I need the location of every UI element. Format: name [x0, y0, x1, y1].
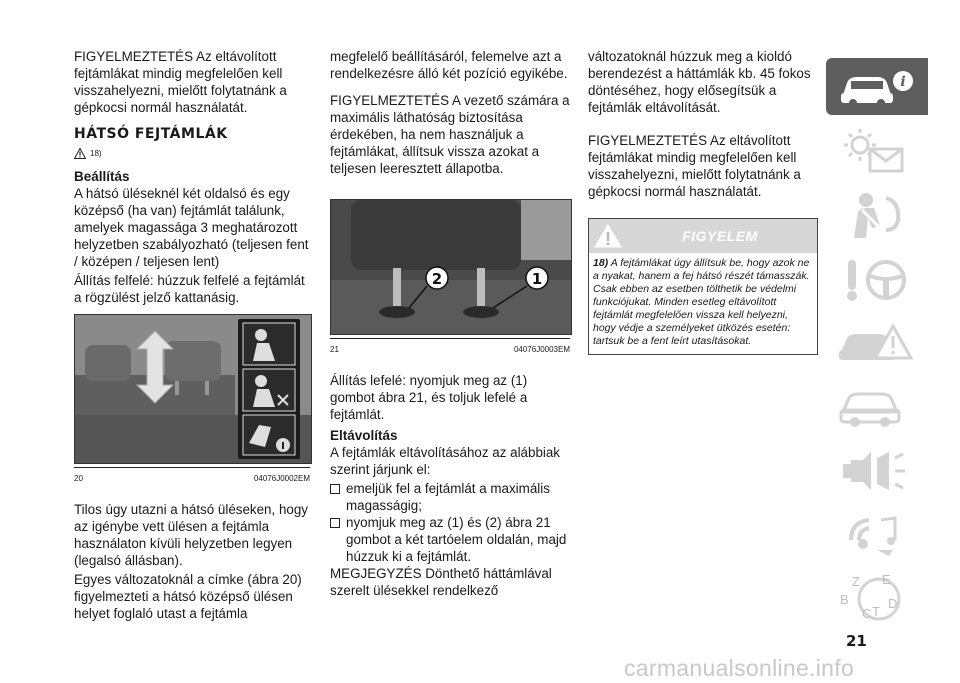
tab-multimedia[interactable] — [826, 506, 928, 563]
paragraph: Állítás felfelé: húzzuk felfelé a fejtámlát a rögzülést jelző kattanásig. — [74, 273, 305, 305]
section-heading: HÁTSÓ FEJTÁMLÁK — [74, 126, 228, 142]
tab-starting-driving[interactable] — [826, 250, 928, 307]
rear-seat-headrest-illustration — [75, 315, 311, 463]
list-item-text: nyomjuk meg az (1) és (2) ábra 21 gombot a két tartóelem oldalán, majd húzzuk ki a fejtámlát. — [346, 515, 567, 564]
column-3 — [588, 48, 820, 355]
callout-2: 2 — [431, 270, 443, 288]
warning-triangle-icon — [74, 148, 86, 159]
figure-code: 04076J0003EM — [513, 345, 570, 354]
tab-emergency[interactable] — [826, 314, 928, 371]
subheading-removal: Eltávolítás — [330, 428, 398, 443]
tab-index[interactable] — [826, 570, 928, 627]
technical-data-icon — [837, 446, 917, 496]
warning-number: 18) — [593, 257, 609, 269]
multimedia-icon — [837, 510, 917, 560]
emergency-icon — [837, 318, 917, 368]
tab-safety[interactable] — [826, 186, 928, 243]
callout-1: 1 — [531, 270, 543, 288]
list-item — [330, 480, 570, 514]
warning-paragraph: FIGYELMEZTETÉS A vezető számára a maximális láthatóság biztosítása érdekében, ha nem használjuk a fejtámlákat, állítsuk vissza azokat a teljesen leeresztett állapotba. — [330, 93, 570, 176]
paragraph: Egyes változatoknál a címke (ábra 20) figyelmezteti a hátsó középső ülésen helyet foglaló utast a fejtámla — [74, 572, 302, 621]
figure-number: 21 — [330, 345, 339, 354]
paragraph: A hátsó üléseknél két oldalsó és egy középső (ha van) fejtámlát találunk, amelyek magassága 3 meghatározott helyzetben szabályozható (teljesen fent / középen / teljesen lent) — [74, 186, 309, 269]
index-letter: C — [862, 606, 872, 621]
subheading-adjustment: Beállítás — [74, 169, 130, 184]
warning-lights-icon — [842, 127, 912, 175]
note-paragraph: MEGJEGYZÉS Dönthető háttámlával szerelt ülésekkel rendelkező — [330, 566, 552, 598]
column-1 — [74, 48, 310, 632]
chapter-tab-sidebar — [826, 58, 928, 634]
figure-number: 20 — [74, 474, 83, 483]
list-item — [330, 514, 570, 565]
paragraph: Tilos úgy utazni a hátsó üléseken, hogy az igénybe vett ülésen a fejtámla használaton kívüli helyzetben legyen (legalsó állásban). — [74, 502, 308, 568]
headrest-release-buttons-photo — [331, 200, 571, 334]
figure-20-caption — [74, 467, 310, 487]
checkbox-bullet-icon — [330, 484, 340, 494]
warning-box-body — [589, 253, 817, 354]
warning-reference-number: 18) — [90, 149, 102, 158]
tab-warning-lights[interactable] — [826, 122, 928, 179]
index-letter: E — [882, 572, 891, 587]
warning-text: A fejtámlákat úgy állítsuk be, hogy azok ne a nyakat, hanem a fej hátsó részét támasszák. Csak ebben az esetben tölthetik be védelmi funkciójukat. Minden esetleg eltávolított fejtámlát megfelelően vissza kell helyezni, hogy védje a személyeket ütközés esetén: tartsuk be a fent leírt utasításokat. — [593, 257, 810, 347]
list-item-text: emeljük fel a fejtámlát a maximális magasságig; — [346, 481, 550, 513]
warning-triangle-icon — [593, 223, 623, 249]
figure-code: 04076J0002EM — [253, 474, 310, 483]
tab-car-info[interactable] — [826, 58, 928, 115]
tab-maintenance[interactable] — [826, 378, 928, 435]
index-letter: Z — [852, 574, 860, 589]
index-letter: D — [888, 596, 898, 611]
paragraph: Állítás lefelé: nyomjuk meg az (1) gombot ábra 21, és toljuk lefelé a fejtámlát. — [330, 373, 528, 422]
warning-box-title: FIGYELEM — [682, 227, 758, 244]
figure-20-image — [74, 314, 312, 464]
car-info-icon — [837, 65, 917, 109]
checkbox-bullet-icon — [330, 518, 340, 528]
steering-start-icon — [842, 254, 912, 304]
warning-paragraph: FIGYELMEZTETÉS Az eltávolított fejtámlákat mindig megfelelően kell visszahelyezni, mielőtt folytatnánk a gépkocsi normál használatát. — [74, 49, 287, 115]
paragraph: megfelelő beállításáról, felemelve azt a rendelkezésre álló két pozíció egyikébe. — [330, 49, 568, 81]
column-2 — [330, 48, 570, 609]
tab-technical-data[interactable] — [826, 442, 928, 499]
warning-box-header — [589, 219, 817, 253]
safety-airbag-icon — [842, 190, 912, 240]
figure-21-caption — [330, 338, 570, 358]
index-letter: B — [840, 592, 849, 607]
figure-21-image — [330, 199, 572, 335]
maintenance-icon — [837, 382, 917, 432]
watermark: carmanualsonline.info — [624, 655, 855, 681]
page-number: 21 — [846, 632, 867, 650]
warning-paragraph: FIGYELMEZTETÉS Az eltávolított fejtámlákat mindig megfelelően kell visszahelyezni, mielőtt folytatnánk a gépkocsi normál használatát. — [588, 133, 801, 199]
warning-box — [588, 218, 818, 355]
paragraph: változatoknál húzzuk meg a kioldó berendezést a háttámlák kb. 45 fokos döntéséhez, hogy elősegítsük a fejtámlák eltávolítását. — [588, 49, 811, 115]
warning-reference — [74, 145, 310, 162]
svg-text:i: i — [900, 73, 906, 90]
paragraph: A fejtámlák eltávolításához az alábbiak szerint járjunk el: — [330, 445, 561, 477]
index-letter: T — [872, 604, 880, 619]
